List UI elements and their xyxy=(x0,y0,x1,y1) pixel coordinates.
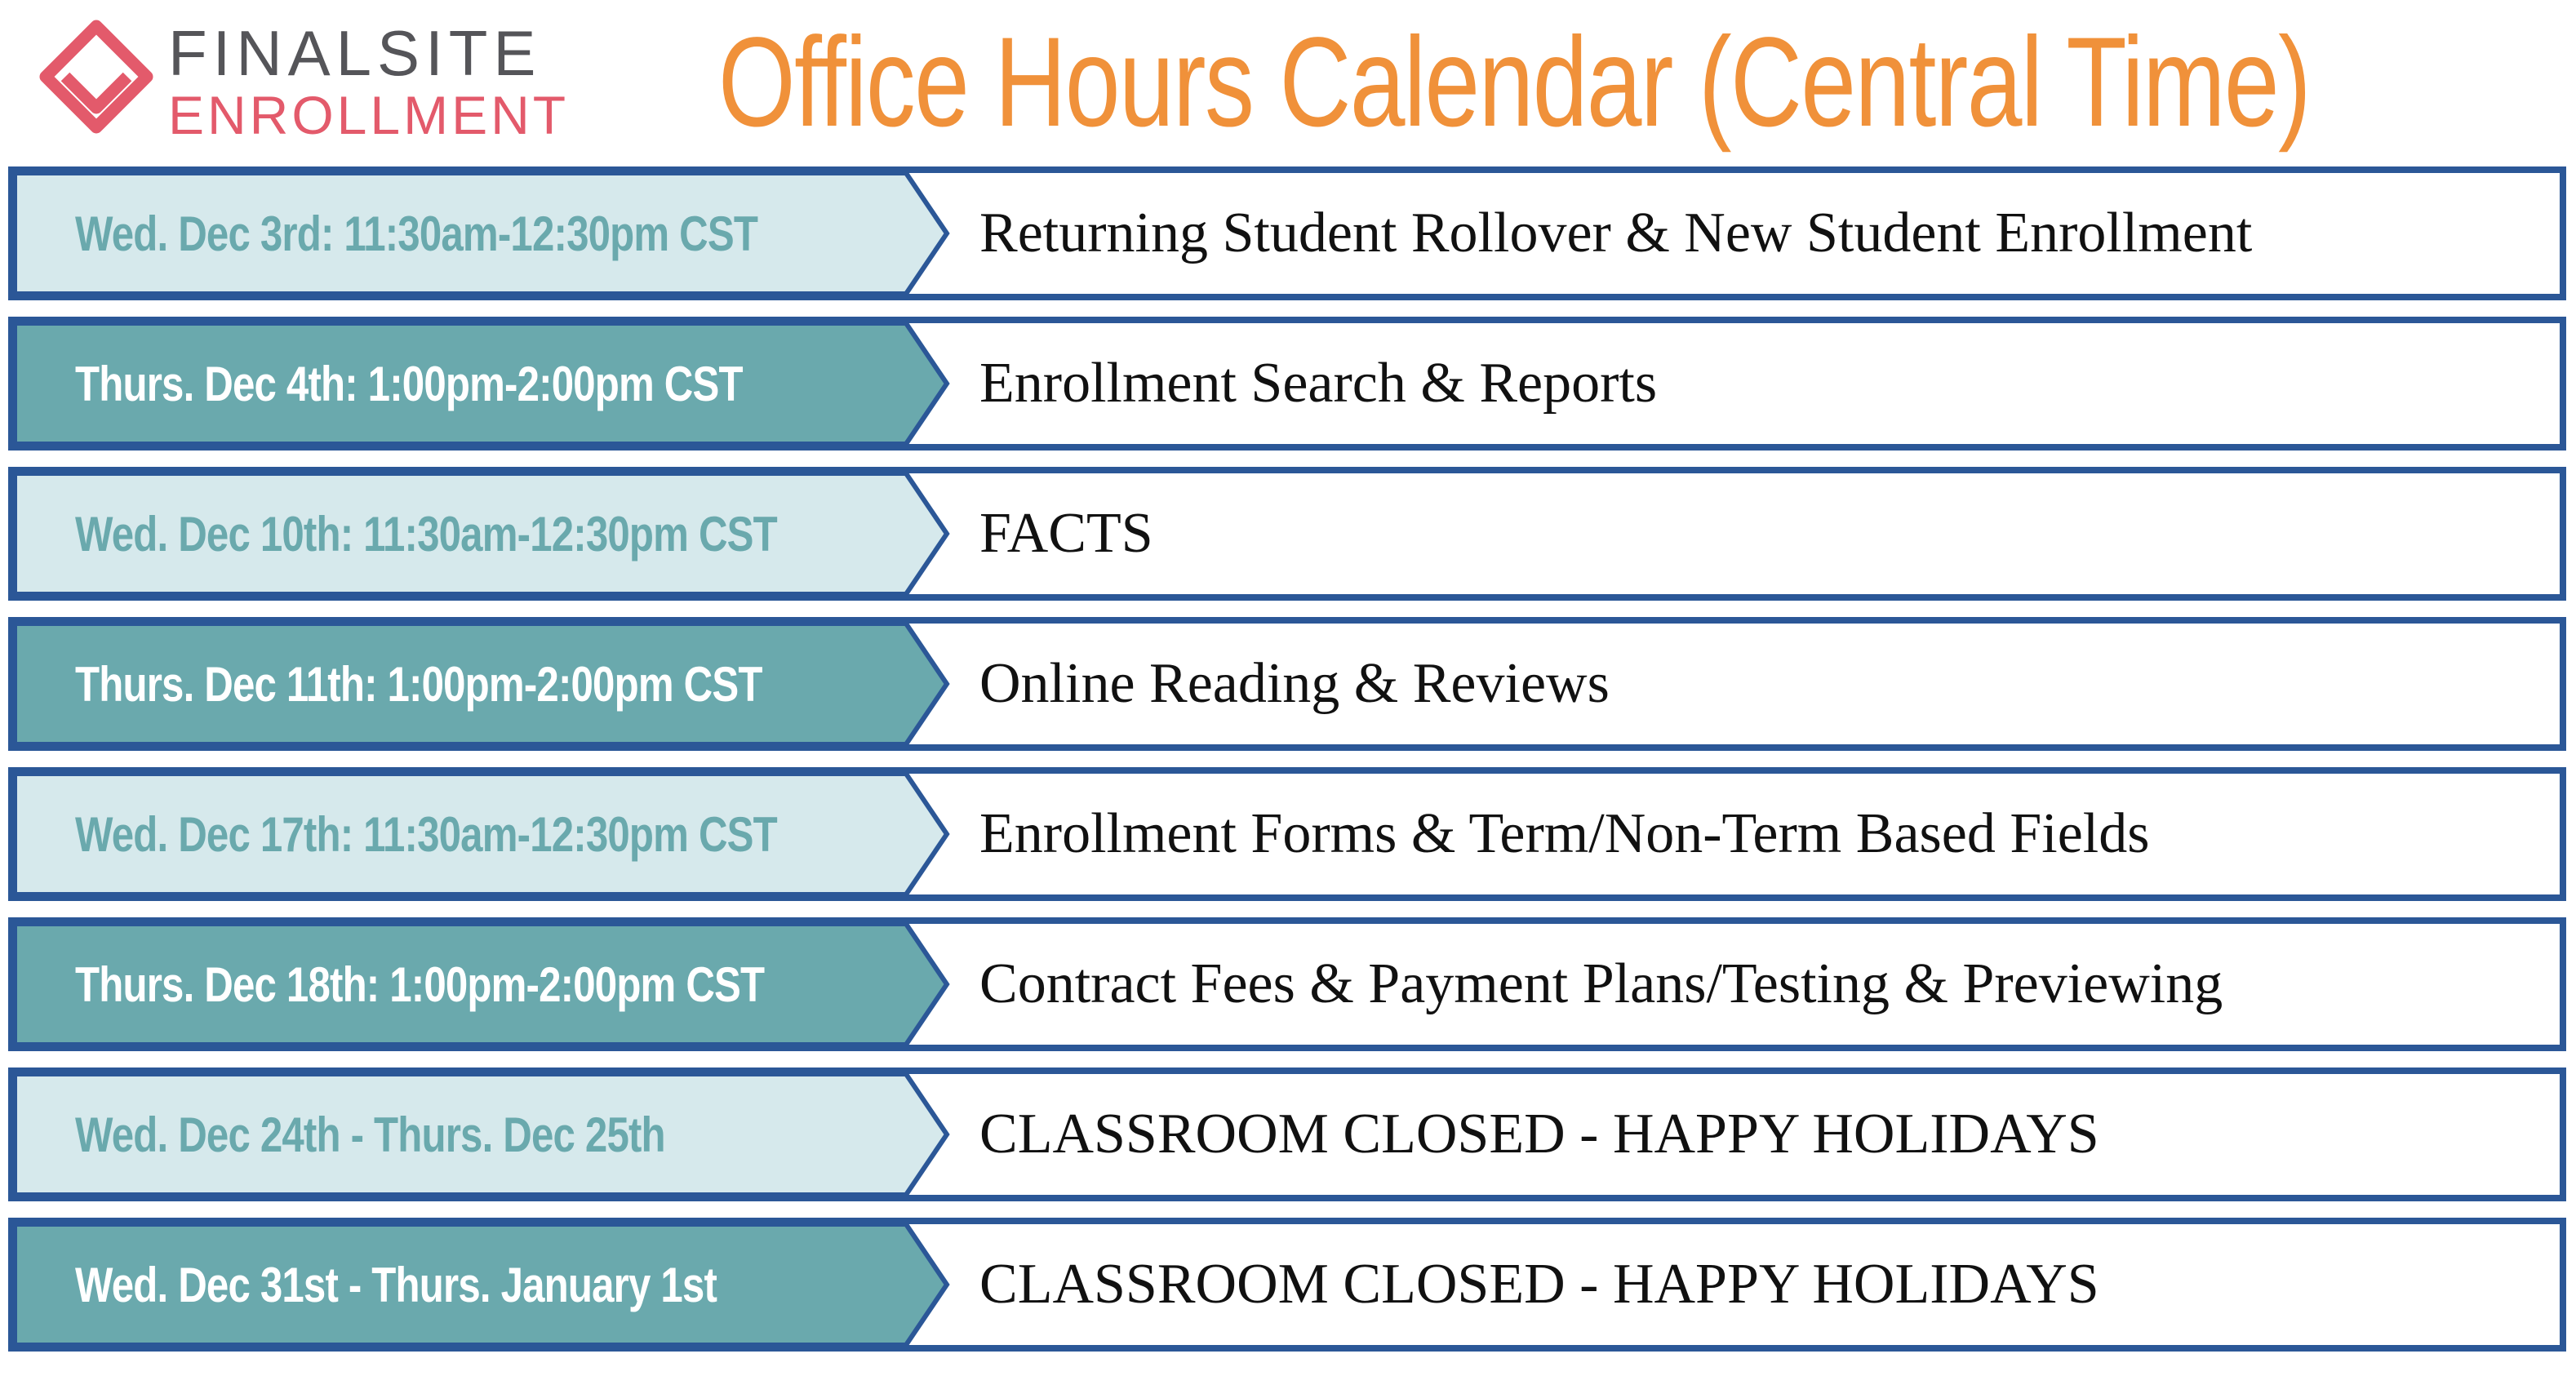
session-topic: FACTS xyxy=(979,502,1153,565)
page-header xyxy=(0,0,2576,163)
session-date: Wed. Dec 17th: 11:30am-12:30pm CST xyxy=(75,806,777,862)
schedule-row xyxy=(8,767,2566,901)
finalsite-logo-icon xyxy=(33,18,160,149)
session-topic: CLASSROOM CLOSED - HAPPY HOLIDAYS xyxy=(979,1253,2099,1316)
session-date: Thurs. Dec 4th: 1:00pm-2:00pm CST xyxy=(75,356,743,411)
session-date: Wed. Dec 24th - Thurs. Dec 25th xyxy=(75,1107,665,1162)
session-date: Thurs. Dec 18th: 1:00pm-2:00pm CST xyxy=(75,957,765,1012)
logo-text-enrollment: ENROLLMENT xyxy=(168,85,570,145)
schedule-row xyxy=(8,1068,2566,1201)
schedule-row xyxy=(8,617,2566,751)
page-title: Office Hours Calendar (Central Time) xyxy=(718,11,2311,153)
session-date: Wed. Dec 3rd: 11:30am-12:30pm CST xyxy=(75,206,758,261)
session-date: Wed. Dec 10th: 11:30am-12:30pm CST xyxy=(75,506,777,561)
schedule-row xyxy=(8,1218,2566,1352)
session-date: Thurs. Dec 11th: 1:00pm-2:00pm CST xyxy=(75,656,762,712)
session-topic: Online Reading & Reviews xyxy=(979,652,1610,715)
schedule-list xyxy=(8,166,2568,1368)
session-topic: CLASSROOM CLOSED - HAPPY HOLIDAYS xyxy=(979,1103,2099,1165)
session-topic: Enrollment Forms & Term/Non-Term Based Fields xyxy=(979,802,2150,865)
schedule-row xyxy=(8,317,2566,451)
schedule-row xyxy=(8,917,2566,1051)
schedule-row xyxy=(8,166,2566,300)
schedule-row xyxy=(8,467,2566,601)
logo-text-finalsite: FINALSITE xyxy=(168,17,542,89)
session-topic: Enrollment Search & Reports xyxy=(979,352,1658,415)
session-topic: Contract Fees & Payment Plans/Testing & Previewing xyxy=(979,952,2223,1015)
session-date: Wed. Dec 31st - Thurs. January 1st xyxy=(75,1257,717,1312)
finalsite-enrollment-logo xyxy=(33,17,570,149)
session-topic: Returning Student Rollover & New Student Enrollment xyxy=(979,202,2253,264)
